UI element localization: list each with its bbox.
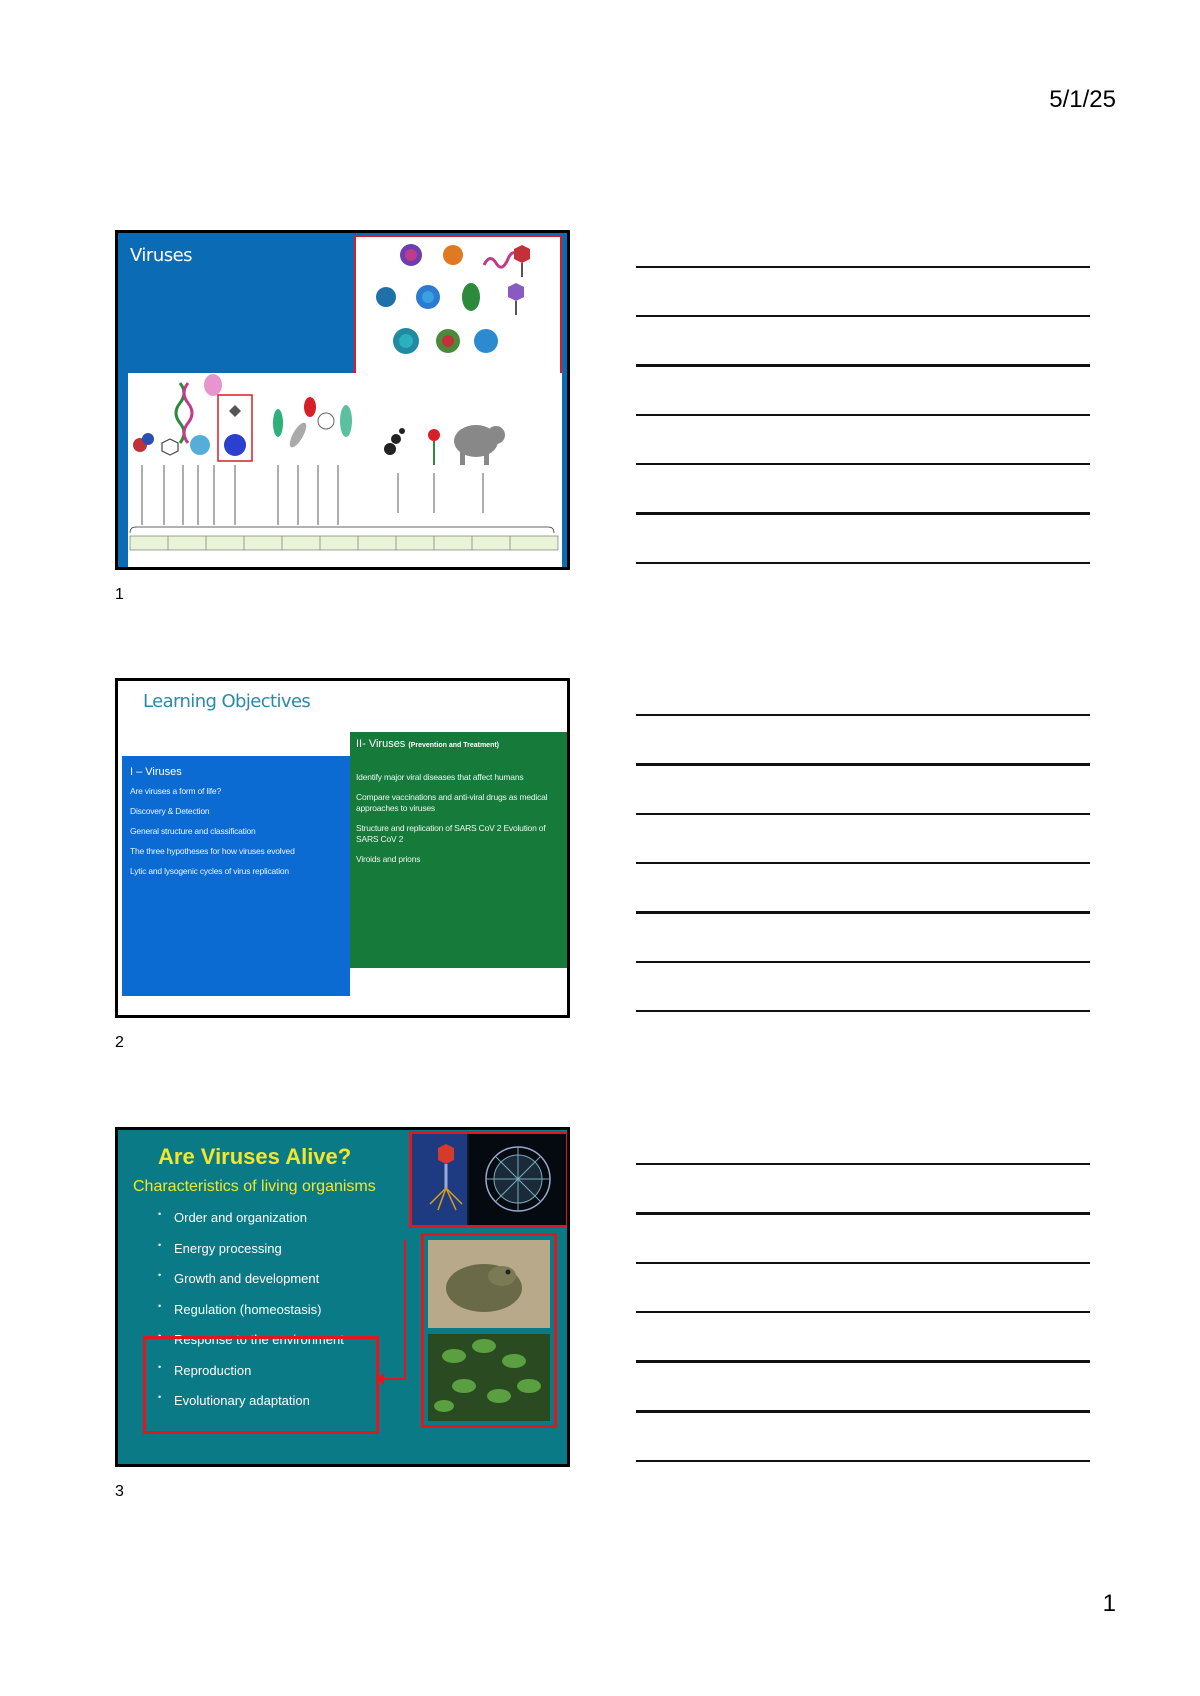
list-item: • Reproduction [158,1363,344,1394]
left-column-heading: I – Viruses [130,766,182,778]
objective-item: Discovery & Detection [130,806,210,816]
note-line[interactable] [636,512,1090,515]
slide-3-thumbnail [115,1127,570,1467]
note-line[interactable] [636,862,1090,864]
slide-1-thumbnail [115,230,570,570]
right-column-heading-note: (Prevention and Treatment) [408,742,500,749]
note-line[interactable] [636,266,1090,268]
note-line[interactable] [636,562,1090,564]
connector-line [404,1240,406,1380]
slide-2-notes-lines [636,714,1090,1059]
page-number: 1 [1102,1590,1116,1617]
objective-item: Are viruses a form of life? [130,786,221,796]
slide-3-subtitle: Characteristics of living organisms [133,1178,376,1195]
objective-item: General structure and classification [130,826,256,836]
slide-1-number: 1 [115,586,124,603]
objective-item: Viroids and prions [356,854,421,864]
highlight-box [143,1336,379,1434]
note-line[interactable] [636,1410,1090,1413]
note-line[interactable] [636,813,1090,815]
note-line[interactable] [636,911,1090,914]
objective-item: Structure and replication of SARS CoV 2 Evolution of SARS CoV 2 [356,823,546,844]
slide-2-number: 2 [115,1034,124,1051]
note-line[interactable] [636,364,1090,367]
note-line[interactable] [636,1360,1090,1363]
note-line[interactable] [636,714,1090,716]
note-line[interactable] [636,1460,1090,1462]
note-line[interactable] [636,1163,1090,1165]
right-column-heading-text: II- Viruses [356,738,406,750]
right-column-heading [356,738,562,750]
objective-item: Lytic and lysogenic cycles of virus replication [130,866,289,876]
objective-item: Identify major viral diseases that affect humans [356,772,524,782]
list-item: • Regulation (homeostasis) [158,1302,344,1333]
virus-images-box [409,1131,569,1228]
objective-item: The three hypotheses for how viruses evolved [130,846,295,856]
note-line[interactable] [636,463,1090,465]
organism-photos [424,1236,554,1425]
note-line[interactable] [636,1212,1090,1215]
list-item: • Energy processing [158,1241,344,1272]
objectives-left-column [122,756,350,996]
note-line[interactable] [636,1010,1090,1012]
slide-3-number: 3 [115,1483,124,1500]
note-line[interactable] [636,961,1090,963]
slide-1-title: Viruses [130,245,193,266]
note-line[interactable] [636,414,1090,416]
slide-3-title: Are Viruses Alive? [158,1144,352,1169]
slide-2-title: Learning Objectives [143,691,311,712]
objectives-right-column [350,732,568,968]
virus-photos [412,1134,566,1225]
organism-images-box [421,1233,557,1428]
note-line[interactable] [636,1262,1090,1264]
objective-item: Compare vaccinations and anti-viral drugs as medical approaches to viruses [356,792,548,813]
page-date: 5/1/25 [1049,86,1116,113]
slide-1-notes-lines [636,266,1090,611]
slide-2-thumbnail [115,678,570,1018]
list-item: • Response to the environment [158,1332,344,1363]
list-item: • Growth and development [158,1271,344,1302]
size-scale-illustration [128,373,562,568]
note-line[interactable] [636,315,1090,317]
slide-3-notes-lines [636,1163,1090,1509]
size-scale-panel [128,373,562,568]
arrow-left-icon [382,1378,406,1380]
list-item: • Order and organization [158,1210,344,1241]
list-item: • Evolutionary adaptation [158,1393,344,1424]
note-line[interactable] [636,763,1090,766]
note-line[interactable] [636,1311,1090,1313]
